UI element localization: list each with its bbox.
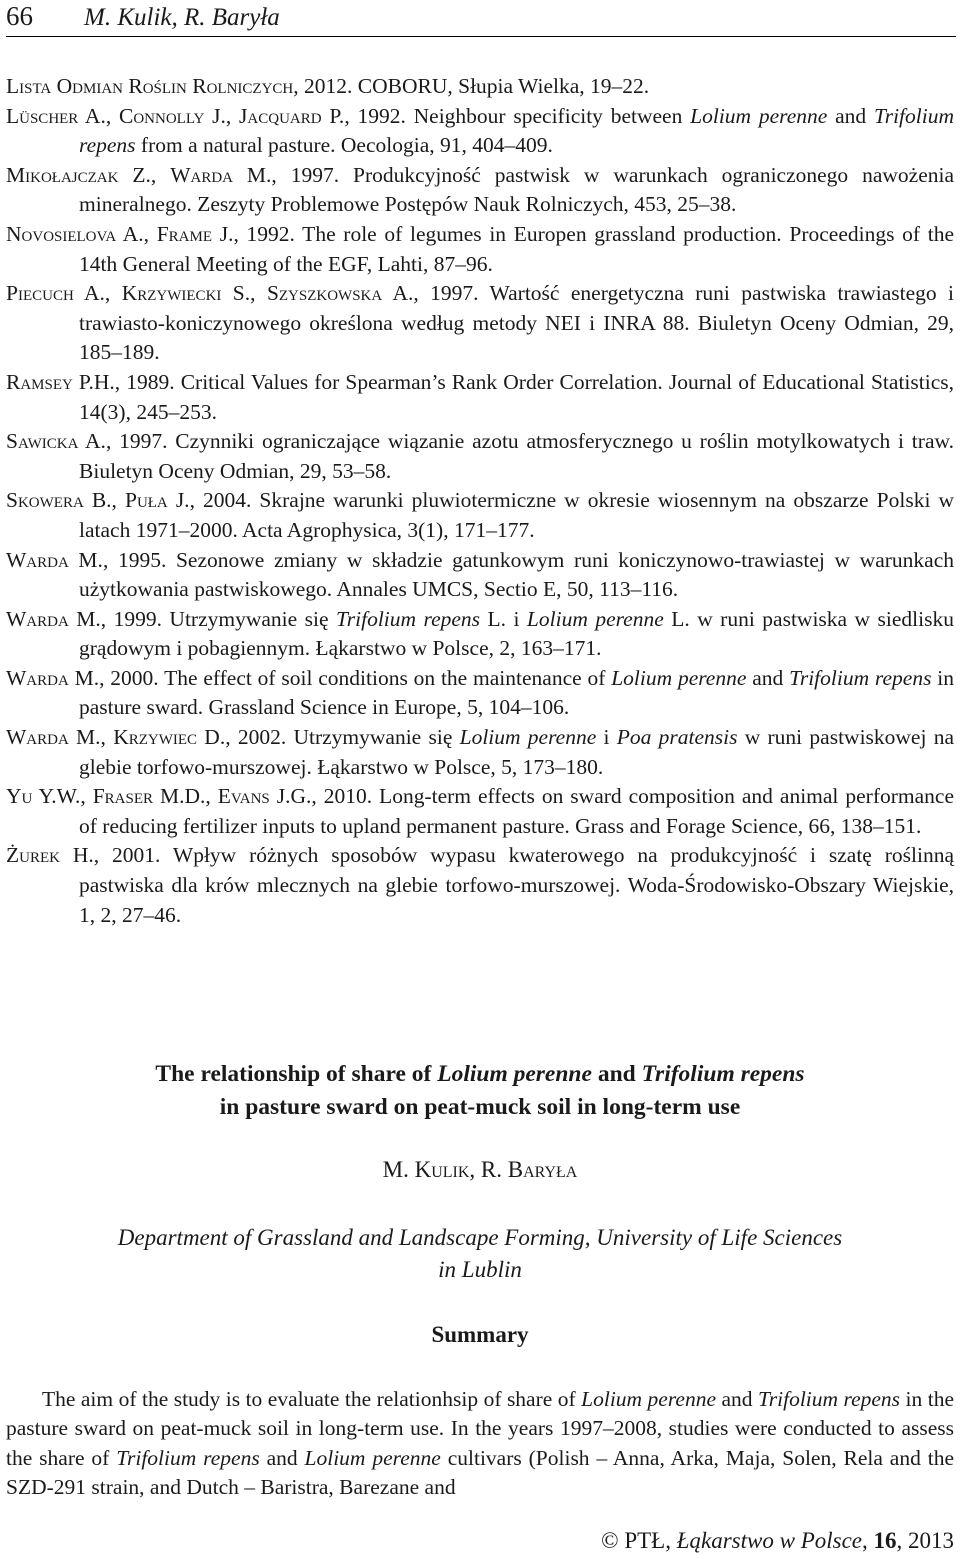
- text-run: ,: [150, 162, 171, 187]
- text-run: , 1997. Czynniki ograniczające wiązanie azotu atmosferycznego u roślin motylkowatych i traw. Biuletyn Oceny Odmian, 29, 53–58.: [79, 429, 954, 483]
- text-run: , 2010. Long-term effects on sward composition and animal performance of reducing fertilizer inputs to upland permanent pasture. Grass and Forage Science, 66, 138–151.: [79, 784, 954, 838]
- reference-item: [6, 723, 954, 782]
- reference-author: Piecuch A.: [6, 281, 105, 306]
- text-run: and: [259, 1445, 305, 1470]
- text-run: , 2004. Skrajne warunki pluwiotermiczne w okresie wiosennym na obszarze Polski w latach 1971–2000. Acta Agrophysica, 3(1), 171–177.: [79, 488, 955, 542]
- text-run: in pasture sward. Grassland Science in Europe, 5, 104–106.: [79, 665, 954, 720]
- reference-item: [6, 664, 954, 723]
- text-run: , 1997. Produkcyjność pastwisk w warunkach ograniczonego nawożenia mineralnego. Zeszyty Problemowe Postępów Nauk Rolniczych, 453, 25–38.: [79, 162, 955, 217]
- species-name: Lolium perenne: [304, 1445, 441, 1470]
- text-run: ,: [205, 784, 218, 809]
- reference-author: Jacquard P.: [239, 103, 345, 128]
- text-run: i: [596, 725, 617, 750]
- reference-item: [6, 279, 954, 368]
- reference-author: Warda M.: [6, 665, 100, 690]
- species-name: Lolium perenne: [526, 606, 664, 631]
- reference-author: Lüscher A.: [6, 103, 106, 128]
- reference-item: [6, 161, 954, 220]
- text-run: L. i: [480, 606, 527, 631]
- species-name: Lolium perenne: [437, 1061, 592, 1087]
- reference-author: Puła J.: [124, 488, 190, 513]
- reference-author: Fraser M.D.: [92, 784, 206, 809]
- reference-author: Ramsey P.H.: [6, 369, 115, 394]
- reference-author: Novosielova A.: [6, 221, 144, 246]
- species-name: Trifolium repens: [79, 103, 954, 158]
- footer-journal-name: Łąkarstwo w Polsce: [676, 1528, 862, 1553]
- reference-item: [6, 782, 954, 841]
- text-run: w runi pastwiskowej na glebie torfowo-murszowej. Łąkarstwo w Polsce, 5, 173–180.: [79, 725, 954, 779]
- reference-item: [6, 102, 954, 161]
- species-name: Lolium perenne: [690, 103, 828, 128]
- species-name: Trifolium repens: [116, 1445, 260, 1470]
- text-run: and: [591, 1061, 642, 1087]
- species-name: Poa pratensis: [616, 725, 738, 750]
- header-rule: [6, 36, 956, 37]
- running-header-authors: M. Kulik, R. Baryła: [84, 4, 280, 31]
- footer-volume: 16: [873, 1528, 897, 1553]
- species-name: Trifolium repens: [641, 1061, 805, 1087]
- reference-author: Lista Odmian Roślin Rolniczych: [6, 74, 294, 98]
- paper-title: [0, 1058, 960, 1124]
- species-name: Lolium perenne: [581, 1387, 717, 1411]
- reference-author: Yu Y.W.: [6, 784, 81, 809]
- paper-title-line-1: [0, 1058, 960, 1091]
- text-run: ,: [100, 725, 114, 750]
- affiliation-line-2: in Lublin: [438, 1257, 522, 1282]
- text-run: ,: [111, 488, 125, 513]
- species-name: Trifolium repens: [336, 606, 481, 631]
- reference-author: Warda M.: [6, 725, 101, 750]
- reference-item: [6, 72, 954, 102]
- footer-year: , 2013: [896, 1528, 954, 1553]
- text-run: , 2000. The effect of soil conditions on the maintenance of: [99, 665, 612, 690]
- species-name: Lolium perenne: [459, 725, 597, 750]
- author-byline: M. Kulik, R. Baryła: [382, 1157, 578, 1182]
- text-run: , 1999. Utrzymywanie się: [100, 606, 336, 631]
- page-number: 66: [6, 1, 33, 31]
- text-run: and: [746, 665, 790, 690]
- footer-copyright: © PTŁ,: [601, 1528, 677, 1553]
- paper-title-line-2: in pasture sward on peat-muck soil in long-term use: [219, 1094, 741, 1120]
- reference-author: Sawicka A.: [6, 429, 106, 454]
- reference-author: Skowera B.: [6, 488, 112, 513]
- text-run: The aim of the study is to evaluate the relationhsip of share of: [42, 1387, 582, 1411]
- text-run: and: [716, 1387, 758, 1411]
- text-run: from a natural pasture. Oecologia, 91, 404–409.: [135, 133, 553, 158]
- text-run: , 2012. COBORU, Słupia Wielka, 19–22.: [293, 74, 650, 98]
- text-run: , 1989. Critical Values for Spearman’s Rank Order Correlation. Journal of Educational Statistics, 14(3), 245–253.: [79, 369, 954, 424]
- reference-author: Krzywiecki S.: [121, 281, 251, 306]
- text-run: The relationship of share of: [155, 1061, 438, 1087]
- reference-item: [6, 605, 954, 664]
- summary-text: [6, 1385, 954, 1503]
- species-name: Trifolium repens: [758, 1387, 901, 1411]
- journal-footer: [601, 1526, 954, 1556]
- affiliation-line-1: Department of Grassland and Landscape Forming, University of Life Sciences: [117, 1225, 843, 1250]
- text-run: L. w runi pastwiska w siedlisku grądowym i pobagiennym. Łąkarstwo w Polsce, 2, 163–171.: [79, 606, 954, 661]
- species-name: Trifolium repens: [789, 665, 932, 690]
- reference-author: Evans J.G.: [217, 784, 312, 809]
- text-run: ,: [104, 281, 122, 306]
- summary-heading: Summary: [431, 1322, 529, 1347]
- species-name: Lolium perenne: [611, 665, 747, 690]
- reference-author: Frame J.: [156, 221, 234, 246]
- reference-author: Warda M.: [6, 606, 101, 631]
- text-run: , 2001. Wpływ różnych sposobów wypasu kwaterowego na produkcyjność i szatę roślinną pastwiska dla krów mlecznych na glebie torfowo-murszowej. Woda-Środowisko-Obszary Wiejskie, 1, 2, 27–46.: [79, 843, 955, 927]
- reference-author: Krzywiec D.: [113, 725, 226, 750]
- text-run: ,: [143, 221, 157, 246]
- reference-list: [6, 72, 954, 930]
- text-run: ,: [225, 103, 240, 128]
- reference-author: Mikołajczak Z.: [6, 162, 151, 187]
- reference-item: [6, 220, 954, 279]
- reference-author: Szyszkowska A.: [266, 281, 414, 306]
- text-run: , 1992. Neighbour specificity between: [344, 103, 691, 128]
- reference-item: [6, 368, 954, 427]
- text-run: , 1992. The role of legumes in Europen grassland production. Proceedings of the 14th General Meeting of the EGF, Lahti, 87–96.: [79, 221, 954, 276]
- text-run: , 1997. Wartość energetyczna runi pastwiska trawiastego i trawiasto-koniczynowego określona według metody NEI i INRA 88. Biuletyn Oceny Odmian, 29, 185–189.: [79, 281, 955, 365]
- text-run: , 1995. Sezonowe zmiany w składzie gatunkowym runi koniczynowo-trawiastej w warunkach użytkowania pastwiskowego. Annales UMCS, Sectio E, 50, 113–116.: [79, 547, 954, 602]
- reference-item: [6, 427, 954, 486]
- text-run: in the pasture sward on peat-muck soil in long-term use. In the years 1997–2008, studies were conducted to assess the share of: [6, 1387, 954, 1470]
- reference-author: Warda M.: [6, 547, 103, 572]
- reference-item: [6, 486, 954, 545]
- text-run: , 2002. Utrzymywanie się: [225, 725, 460, 750]
- text-run: and: [827, 103, 874, 128]
- text-run: cultivars (Polish – Anna, Arka, Maja, Solen, Rela and the SZD-291 strain, and Dutch – Baristra, Barezane and: [6, 1445, 954, 1500]
- reference-item: [6, 546, 954, 605]
- reference-author: Connolly J.: [119, 103, 226, 128]
- text-run: ,: [250, 281, 267, 306]
- footer-separator: ,: [862, 1528, 874, 1553]
- reference-author: Żurek H.: [6, 843, 94, 868]
- text-run: ,: [80, 784, 93, 809]
- affiliation: [30, 1222, 930, 1286]
- reference-author: Warda M.: [170, 162, 272, 187]
- reference-item: [6, 841, 954, 930]
- running-header: [6, 0, 280, 32]
- text-run: ,: [105, 103, 119, 128]
